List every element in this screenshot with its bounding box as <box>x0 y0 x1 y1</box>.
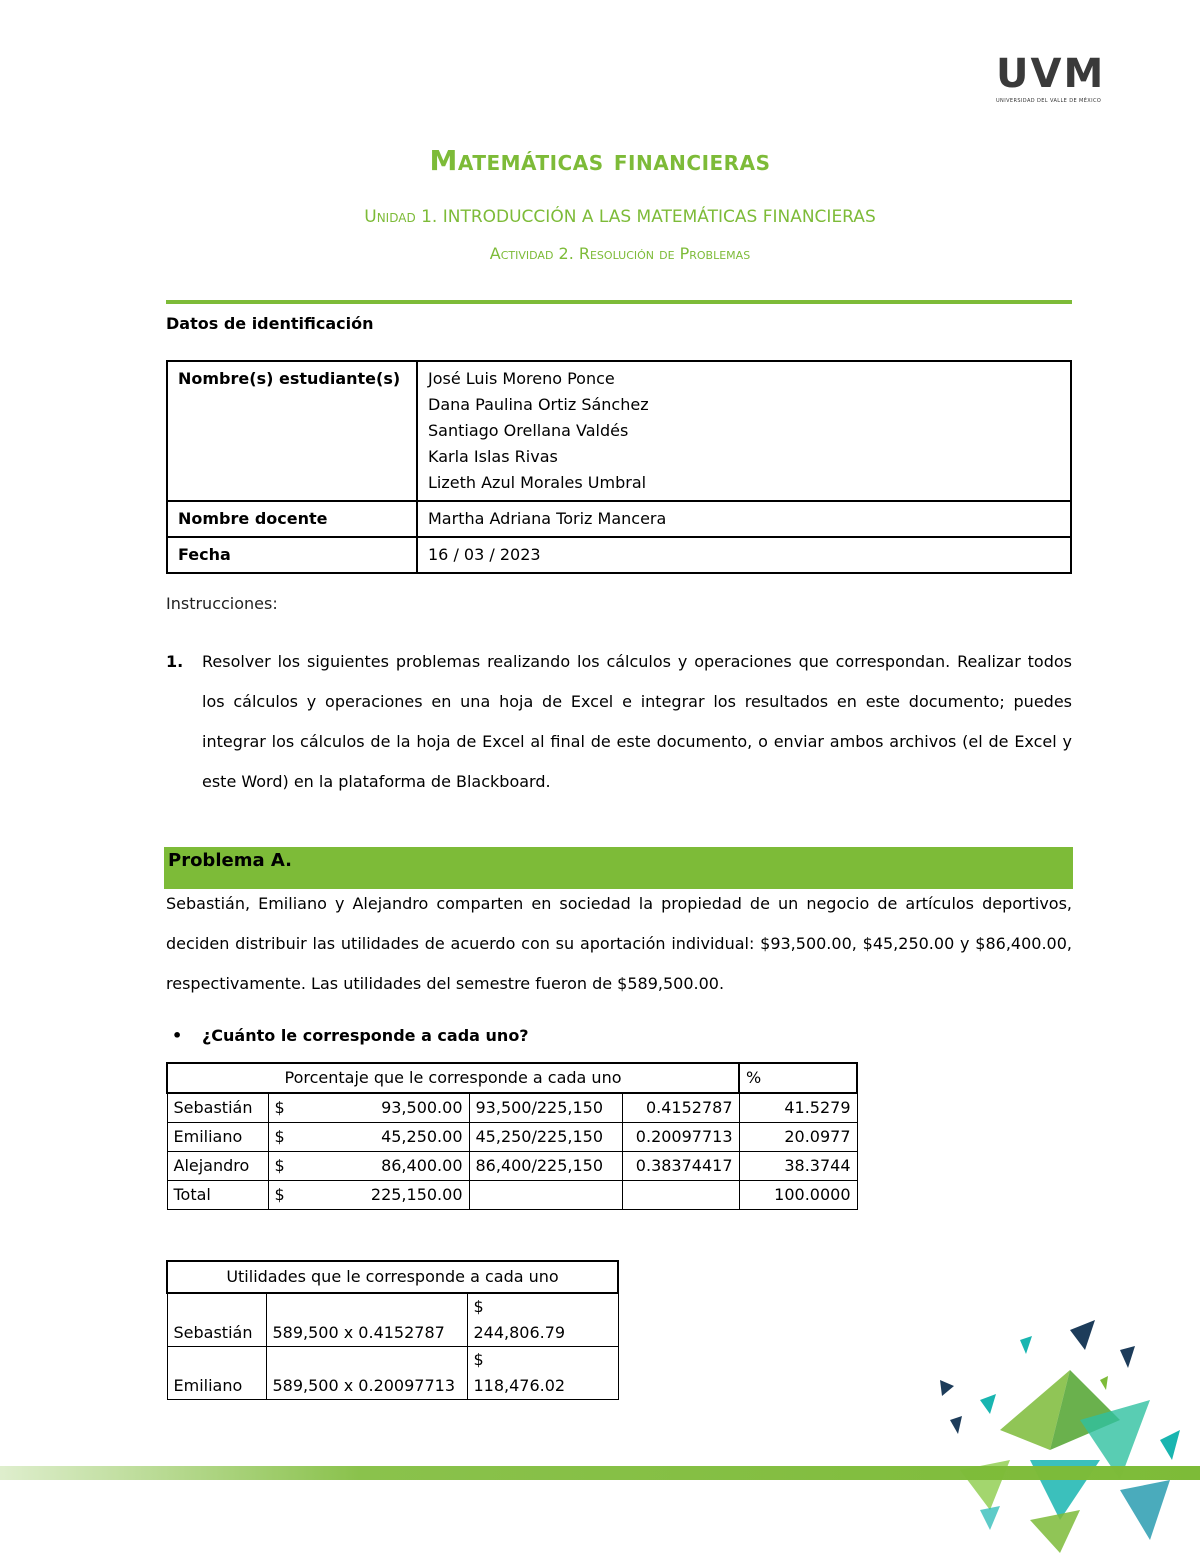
table-row <box>167 1123 857 1152</box>
teacher-value: Martha Adriana Toriz Mancera <box>417 501 1071 537</box>
fraction: 93,500/225,150 <box>469 1093 622 1123</box>
amount-cell <box>268 1093 469 1123</box>
uvm-logo <box>996 51 1122 106</box>
amount: 86,400.00 <box>381 1156 463 1175</box>
utility-value: 118,476.02 <box>473 1376 566 1395</box>
table-row <box>167 1093 857 1123</box>
empty-cell <box>622 1181 739 1210</box>
table-header-row <box>167 1063 857 1093</box>
date-key: Fecha <box>167 537 417 573</box>
utility-cell <box>467 1293 618 1347</box>
amount-cell <box>268 1181 469 1210</box>
identification-table <box>166 360 1072 574</box>
table-header-row <box>167 1261 618 1293</box>
header-divider <box>166 300 1072 304</box>
amount-cell <box>268 1152 469 1181</box>
instructions-label: Instrucciones: <box>166 594 278 613</box>
partner-name: Alejandro <box>167 1152 268 1181</box>
unit-label: Unidad 1. <box>364 207 438 227</box>
instruction-number: 1. <box>166 652 184 671</box>
instruction-text: Resolver los siguientes problemas realizando los cálculos y operaciones que correspondan. Realizar todos los cálculos y operaciones en una hoja de Excel e integrar los resultados en este documento; puedes integrar los cálculos de la hoja de Excel al final de este documento, o enviar ambos archivos (el de Excel y este Word) en la plataforma de Blackboard. <box>202 652 1072 791</box>
students-row <box>167 361 1071 501</box>
amount: 93,500.00 <box>381 1098 463 1117</box>
percentage: 38.3744 <box>739 1152 857 1181</box>
percentage: 20.0977 <box>739 1123 857 1152</box>
partner-name: Sebastián <box>167 1293 266 1347</box>
partner-name: Emiliano <box>167 1347 266 1400</box>
amount-cell <box>268 1123 469 1152</box>
logo-subtitle: UNIVERSIDAD DEL VALLE DE MÉXICO <box>996 98 1102 104</box>
unit-subtitle <box>0 207 1200 227</box>
percent-column-header: % <box>739 1063 857 1093</box>
formula: 589,500 x 0.4152787 <box>266 1293 467 1347</box>
problem-question: ¿Cuánto le corresponde a cada uno? <box>202 1026 529 1045</box>
student-name: Karla Islas Rivas <box>428 447 558 466</box>
amount: 45,250.00 <box>381 1127 463 1146</box>
amount: 225,150.00 <box>370 1185 463 1204</box>
instruction-item <box>166 642 1072 802</box>
decimal: 0.20097713 <box>622 1123 739 1152</box>
empty-cell <box>469 1181 622 1210</box>
identification-label: Datos de identificación <box>166 314 374 333</box>
decorative-triangles-graphic <box>920 1310 1200 1553</box>
teacher-row <box>167 501 1071 537</box>
currency-symbol: $ <box>274 1156 285 1175</box>
currency-symbol: $ <box>274 1098 285 1117</box>
table-row <box>167 1152 857 1181</box>
problem-text: Sebastián, Emiliano y Alejandro comparten en sociedad la propiedad de un negocio de artículos deportivos, deciden distribuir las utilidades de acuerdo con su aportación individual: $93,500.00, $45,250.00 y $86,400.00, respectivamente. Las utilidades del semestre fueron de $589,500.00. <box>166 894 1072 993</box>
utility-cell <box>467 1347 618 1400</box>
student-name: Santiago Orellana Valdés <box>428 421 629 440</box>
activity-subtitle: Actividad 2. Resolución de Problemas <box>489 244 751 263</box>
utilities-table <box>166 1260 619 1400</box>
utility-value: 244,806.79 <box>473 1323 566 1342</box>
formula: 589,500 x 0.20097713 <box>266 1347 467 1400</box>
unit-text: INTRODUCCIÓN A LAS MATEMÁTICAS FINANCIERAS <box>442 207 876 227</box>
percent-table <box>166 1062 858 1210</box>
logo-text: UVM <box>996 51 1106 97</box>
currency-symbol: $ <box>274 1127 285 1146</box>
date-value: 16 / 03 / 2023 <box>417 537 1071 573</box>
document-title: Matemáticas financieras <box>429 144 771 177</box>
bullet: • <box>172 1026 183 1045</box>
decimal: 0.4152787 <box>622 1093 739 1123</box>
student-name: José Luis Moreno Ponce <box>428 369 615 388</box>
decimal: 0.38374417 <box>622 1152 739 1181</box>
student-name: Dana Paulina Ortiz Sánchez <box>428 395 649 414</box>
total-label: Total <box>167 1181 268 1210</box>
currency-symbol: $ <box>473 1297 484 1316</box>
total-row <box>167 1181 857 1210</box>
teacher-key: Nombre docente <box>167 501 417 537</box>
date-row <box>167 537 1071 573</box>
percentage: 100.0000 <box>739 1181 857 1210</box>
fraction: 45,250/225,150 <box>469 1123 622 1152</box>
currency-symbol: $ <box>473 1350 484 1369</box>
partner-name: Sebastián <box>167 1093 268 1123</box>
utilities-table-header: Utilidades que le corresponde a cada uno <box>167 1261 618 1293</box>
percentage: 41.5279 <box>739 1093 857 1123</box>
problem-title: Problema A. <box>168 850 292 871</box>
problem-header-bar <box>164 847 1073 889</box>
students-value <box>417 361 1071 501</box>
students-key: Nombre(s) estudiante(s) <box>167 361 417 501</box>
percent-table-header: Porcentaje que le corresponde a cada uno <box>167 1063 739 1093</box>
footer-bar <box>0 1462 1200 1484</box>
student-name: Lizeth Azul Morales Umbral <box>428 473 647 492</box>
currency-symbol: $ <box>274 1185 285 1204</box>
table-row <box>167 1347 618 1400</box>
fraction: 86,400/225,150 <box>469 1152 622 1181</box>
partner-name: Emiliano <box>167 1123 268 1152</box>
table-row <box>167 1293 618 1347</box>
